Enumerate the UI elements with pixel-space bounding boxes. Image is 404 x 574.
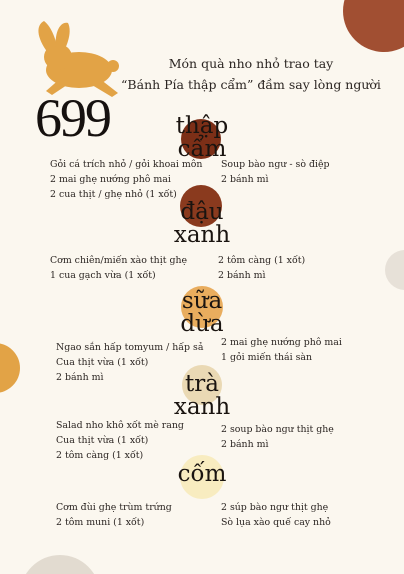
header-tagline: Món quà nho nhỏ trao tay: [168, 56, 334, 71]
section-2-left-list: [50, 253, 187, 283]
section-title-thap-cam: thập cẩm: [175, 113, 229, 162]
list-item: 1 gỏi miến thái sàn: [221, 352, 313, 363]
list-item: Cơm đùi ghẹ trùm trứng: [56, 502, 172, 513]
section-1-left-list: [50, 157, 202, 202]
list-item: 2 mai ghẹ nướng phô mai: [221, 337, 342, 348]
decor-circle-top-right: [343, 0, 404, 52]
list-item: 2 cua thịt / ghẹ nhỏ (1 xốt): [50, 189, 177, 200]
list-item: 2 bánh mì: [218, 270, 266, 281]
price-number: 699: [35, 88, 110, 148]
decor-circle-right: [385, 250, 404, 290]
list-item: Soup bào ngư - sò điệp: [221, 159, 330, 170]
decor-circle-bottom: [20, 555, 100, 574]
section-4-left-list: [56, 418, 184, 463]
section-3-right-list: [221, 335, 342, 365]
section-title-dau-xanh: đậu xanh: [168, 201, 236, 246]
list-item: 2 tôm muni (1 xốt): [56, 517, 145, 528]
list-item: Salad nho khô xốt mè rang: [56, 420, 184, 431]
list-item: Ngao sắn hấp tomyum / hấp sả: [56, 342, 204, 353]
list-item: Cua thịt vừa (1 xốt): [56, 357, 149, 368]
list-item: 2 tôm càng (1 xốt): [218, 255, 306, 266]
list-item: 2 tôm càng (1 xốt): [56, 450, 144, 461]
list-item: Gỏi cá trích nhỏ / gỏi khoai môn: [50, 159, 203, 170]
list-item: 2 súp bào ngư thịt ghẹ: [221, 502, 329, 513]
section-title-tra-xanh: trà xanh: [168, 373, 236, 418]
section-1-right-list: [221, 157, 330, 187]
list-item: 2 bánh mì: [56, 372, 104, 383]
list-item: 1 cua gạch vừa (1 xốt): [50, 270, 156, 281]
list-item: 2 bánh mì: [221, 174, 269, 185]
list-item: Cơm chiên/miến xào thịt ghẹ: [50, 255, 188, 266]
section-4-right-list: [221, 422, 334, 452]
list-item: 2 bánh mì: [221, 439, 269, 450]
section-title-com: cốm: [168, 463, 236, 486]
section-5-right-list: [221, 500, 331, 530]
list-item: Cua thịt vừa (1 xốt): [56, 435, 149, 446]
section-title-sua-dua: sữa dừa: [180, 288, 224, 337]
section-2-right-list: [218, 253, 305, 283]
decor-circle-left: [0, 343, 20, 393]
list-item: 2 mai ghẹ nướng phô mai: [50, 174, 171, 185]
section-5-left-list: [56, 500, 172, 530]
header-product-line: “Bánh Pía thập cẩm” đầm say lòng người: [121, 77, 381, 92]
list-item: 2 soup bào ngư thịt ghẹ: [221, 424, 334, 435]
list-item: Sò lụa xào quế cay nhỏ: [221, 517, 331, 528]
